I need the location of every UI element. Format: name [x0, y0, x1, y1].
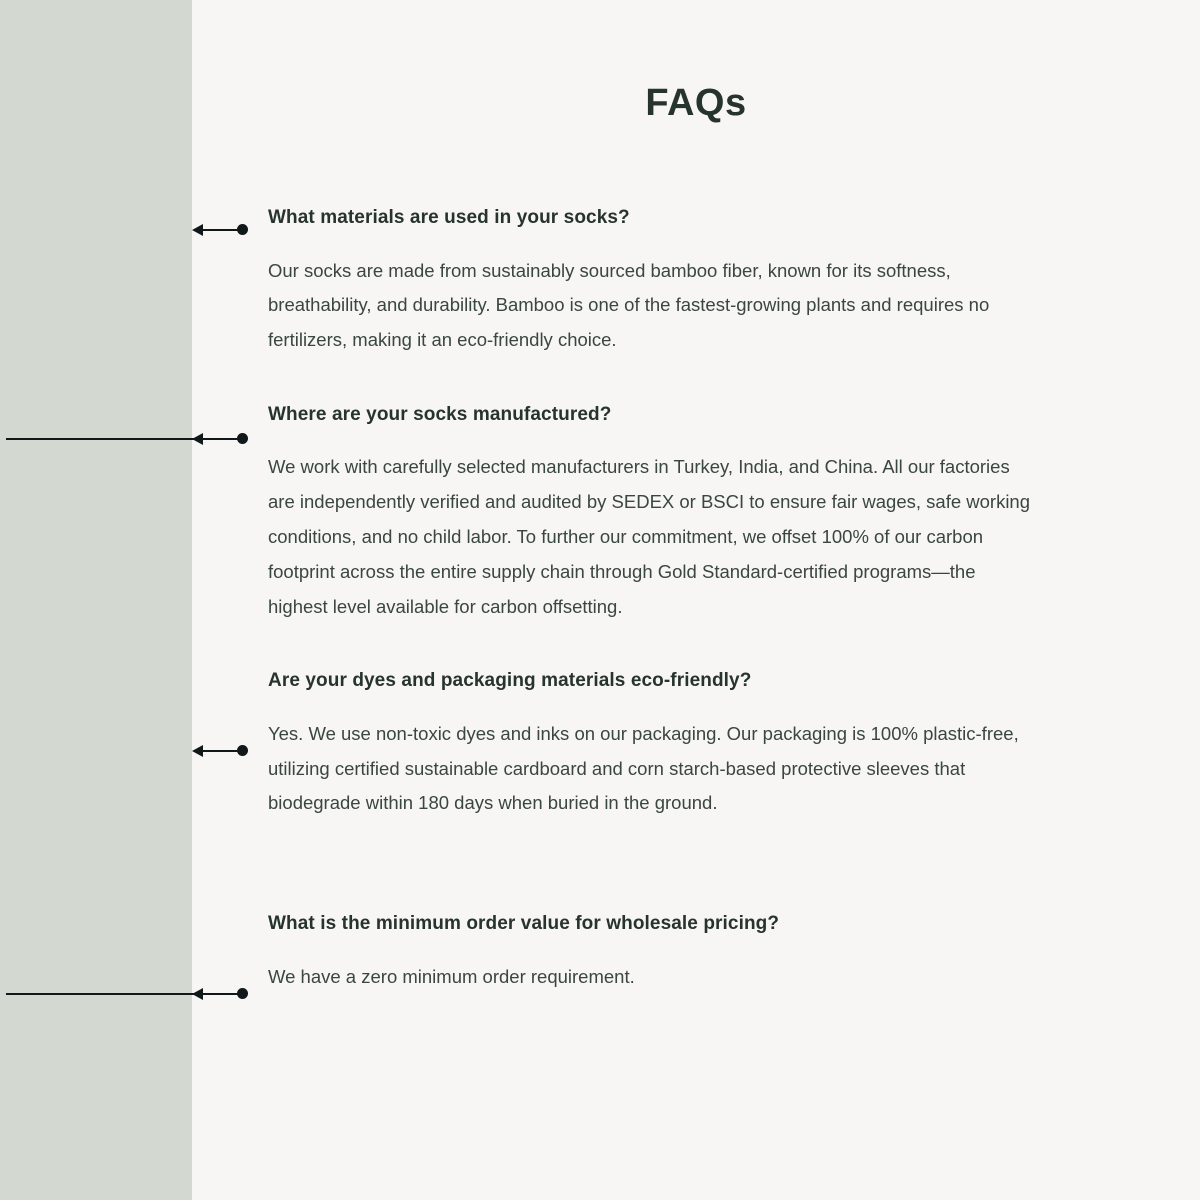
page-title: FAQs — [645, 82, 747, 124]
left-decorative-panel — [0, 0, 192, 1200]
faq-list — [268, 205, 1038, 995]
faq-item[interactable] — [268, 402, 1038, 624]
connector-stroke-1 — [198, 229, 240, 231]
bullet-dot-2 — [237, 433, 248, 444]
faq-question[interactable]: Are your dyes and packaging materials eco-friendly? — [268, 670, 752, 692]
faq-item[interactable] — [268, 668, 1038, 821]
faq-item[interactable] — [268, 205, 1038, 358]
connector-stroke-3 — [198, 750, 240, 752]
faq-answer: Yes. We use non-toxic dyes and inks on our packaging. Our packaging is 100% plastic-free, utilizing certified sustainable cardboard and corn starch-based protective sleeves that biodegrade within 180 days when buried in the ground. — [268, 722, 1019, 814]
connector-stroke-4 — [6, 993, 240, 995]
faq-item[interactable] — [268, 911, 1038, 994]
bullet-dot-3 — [237, 745, 248, 756]
connector-line-2 — [0, 433, 248, 445]
faq-answer: We work with carefully selected manufacturers in Turkey, India, and China. All our factories are independently verified and audited by SEDEX or BSCI to ensure fair wages, safe working conditions, and no child labor. To further our commitment, we offset 100% of our carbon footprint across the entire supply chain through Gold Standard-certified programs—the highest level available for carbon offsetting. — [268, 456, 1031, 617]
connector-stroke-2 — [6, 438, 240, 440]
connector-line-3 — [192, 745, 248, 757]
connector-line-1 — [192, 224, 248, 236]
faq-answer: We have a zero minimum order requirement. — [268, 965, 635, 987]
faq-question[interactable]: What materials are used in your socks? — [268, 207, 630, 228]
faq-answer: Our socks are made from sustainably sourced bamboo fiber, known for its softness, breathability, and durability. Bamboo is one of the fastest-growing plants and requires no fertilizers, making it an eco-friendly choice. — [268, 259, 990, 351]
faq-question[interactable]: What is the minimum order value for wholesale pricing? — [268, 913, 780, 935]
bullet-dot-1 — [237, 224, 248, 235]
faq-question[interactable]: Where are your socks manufactured? — [268, 403, 612, 425]
bullet-dot-4 — [237, 988, 248, 999]
connector-line-4 — [0, 988, 248, 1000]
